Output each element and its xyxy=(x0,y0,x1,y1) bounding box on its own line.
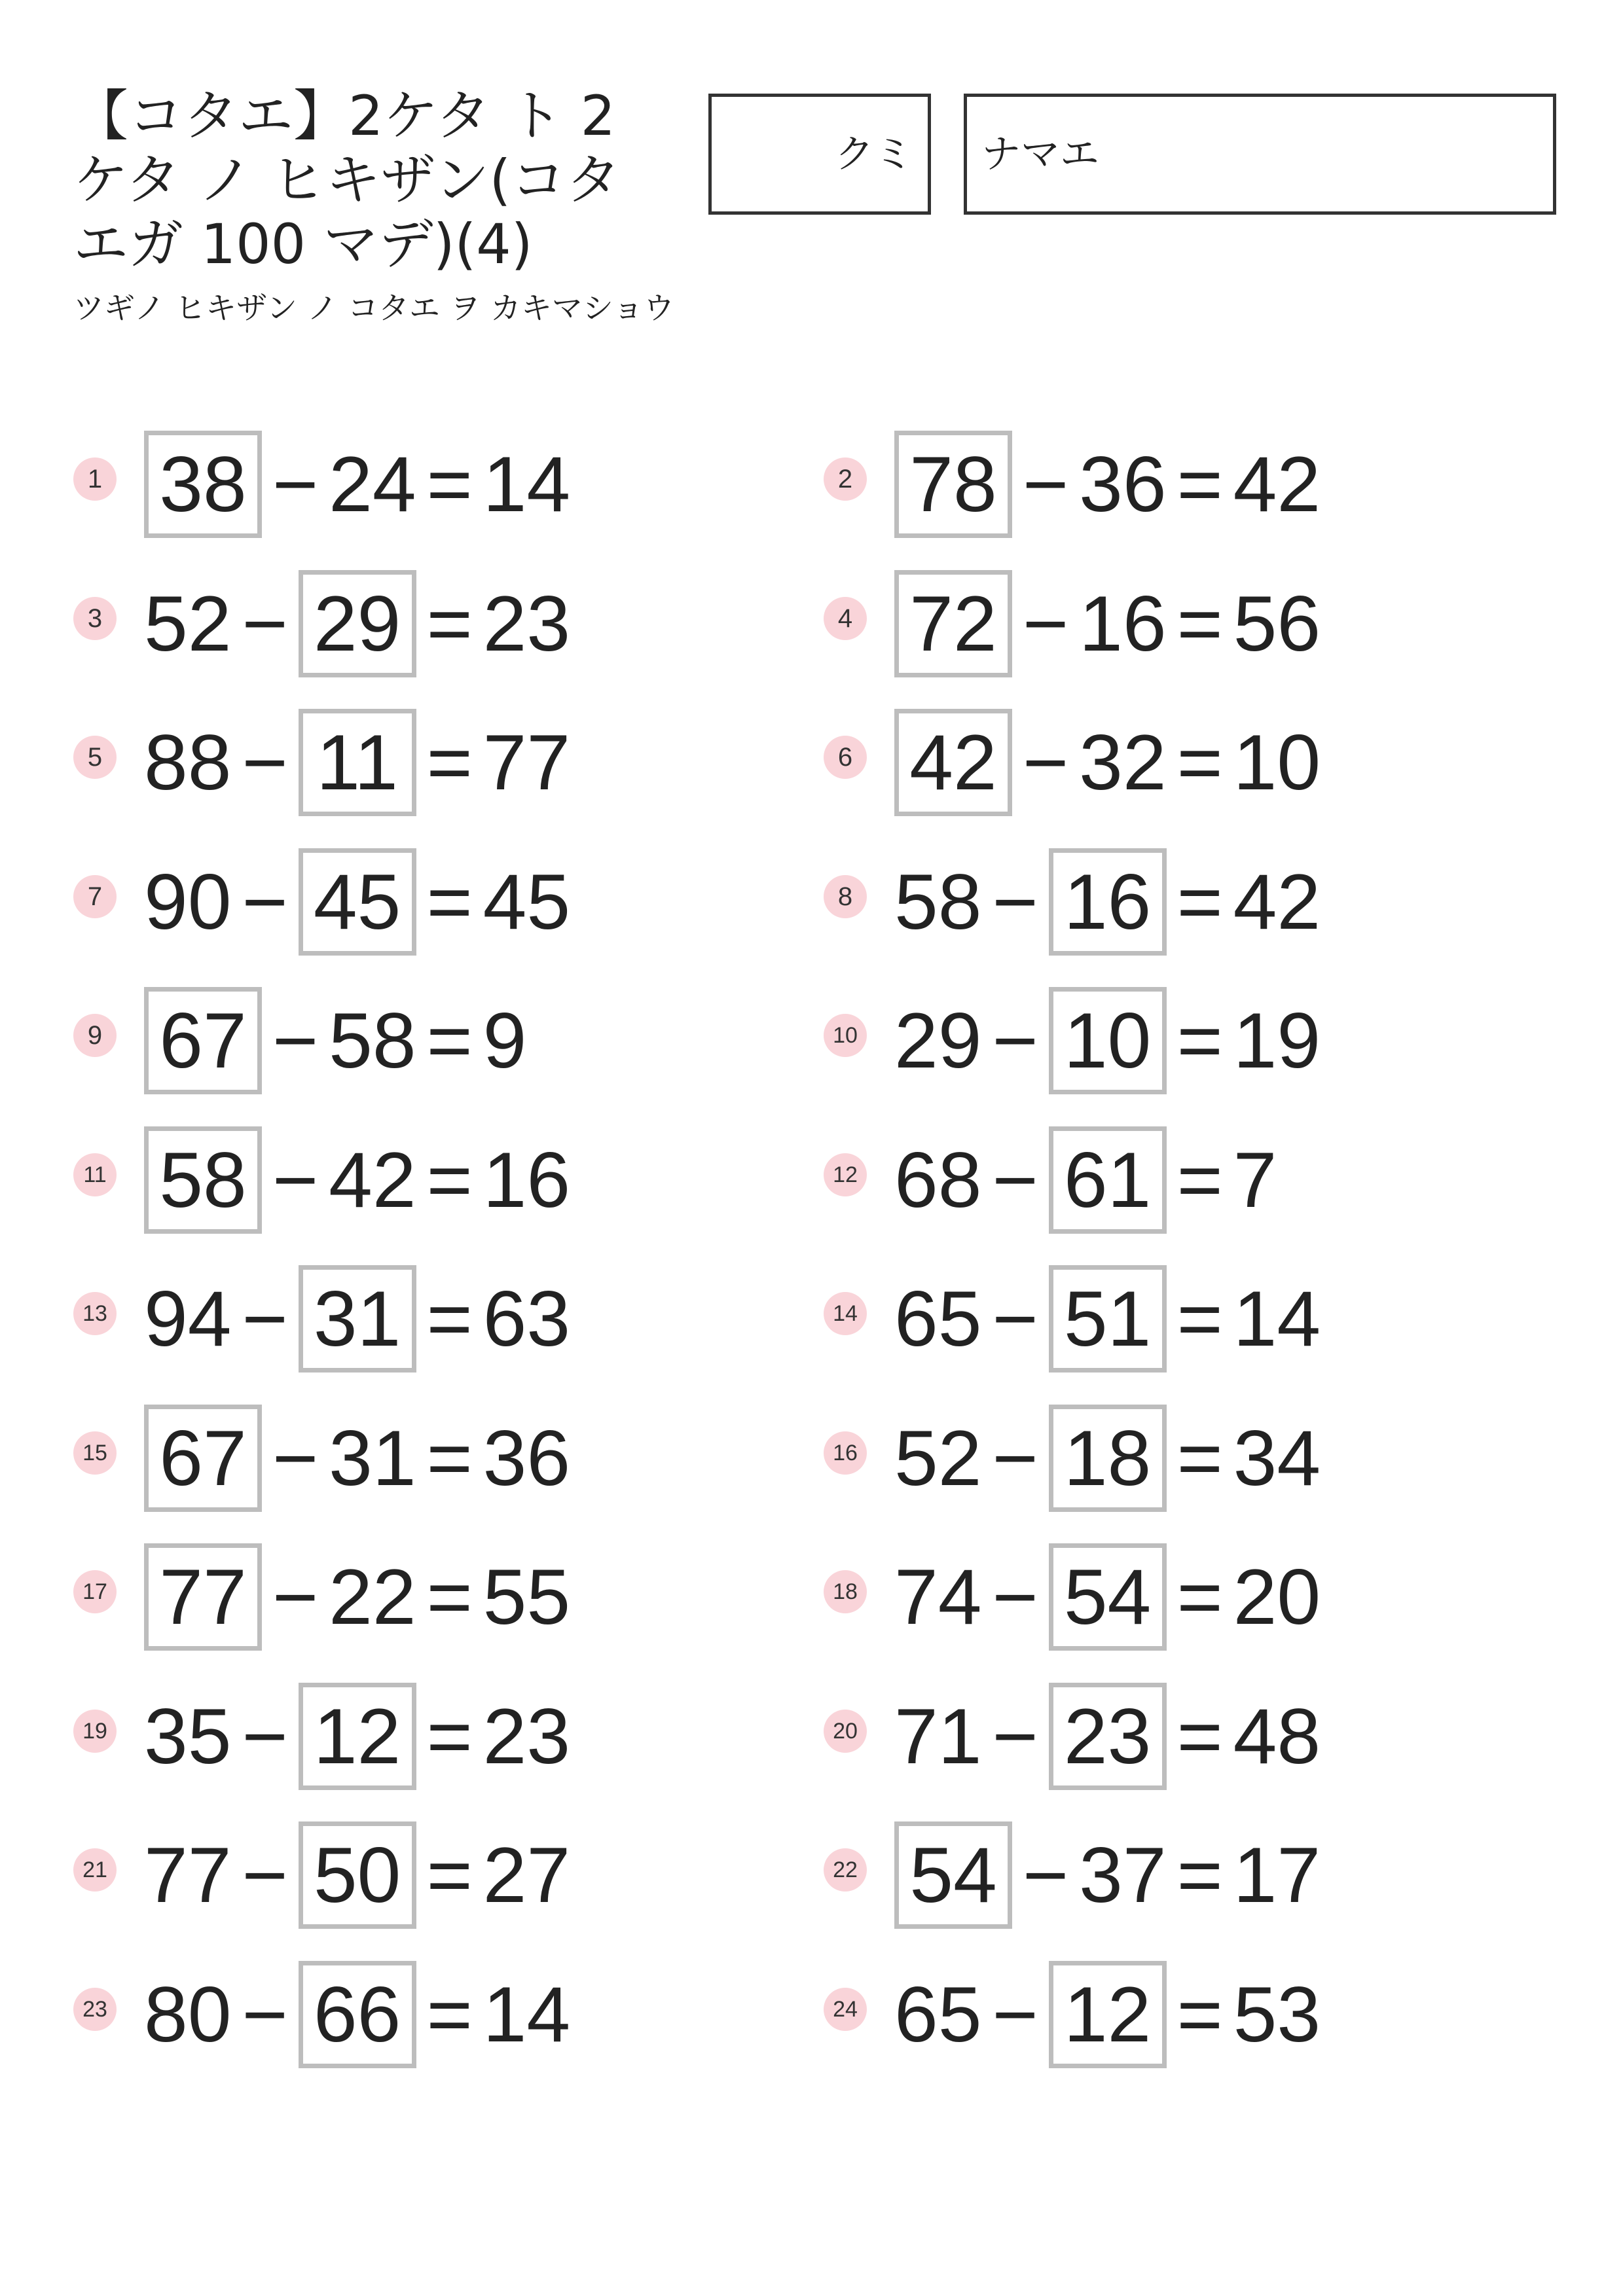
operand-value: 68 xyxy=(894,1136,982,1224)
answer-box[interactable] xyxy=(299,709,416,816)
result-value: 42 xyxy=(1233,857,1321,946)
problem-number-badge: 1 xyxy=(73,457,117,501)
answer-box[interactable] xyxy=(144,431,262,538)
result-value: 56 xyxy=(1233,579,1321,668)
answer-box[interactable] xyxy=(144,1405,262,1512)
equals-sign: = xyxy=(426,719,473,806)
problem-item xyxy=(73,1263,570,1374)
equals-sign: = xyxy=(1176,579,1223,668)
class-field[interactable] xyxy=(708,94,931,215)
minus-sign: − xyxy=(272,1553,319,1641)
answer-value: 11 xyxy=(316,719,398,806)
problem-number-badge: 19 xyxy=(73,1710,117,1753)
equals-sign: = xyxy=(1176,1970,1223,2058)
minus-sign: − xyxy=(242,719,288,806)
equals-sign: = xyxy=(426,440,473,528)
problem-item xyxy=(73,985,526,1096)
answer-value: 66 xyxy=(313,1970,401,2058)
operand-value: 42 xyxy=(329,1136,416,1224)
problem-item xyxy=(73,1820,570,1931)
minus-sign: − xyxy=(992,1136,1038,1224)
minus-sign: − xyxy=(242,579,288,668)
answer-box[interactable] xyxy=(299,1683,416,1790)
result-value: 19 xyxy=(1233,997,1321,1085)
problem-number-badge: 7 xyxy=(73,875,117,918)
problem-item xyxy=(824,568,1321,679)
result-value: 27 xyxy=(483,1831,571,1919)
answer-box[interactable] xyxy=(144,987,262,1094)
equals-sign: = xyxy=(1176,440,1223,528)
answer-box[interactable] xyxy=(1049,1683,1167,1790)
equals-sign: = xyxy=(1176,1831,1223,1919)
problem-number-badge: 23 xyxy=(73,1988,117,2031)
problem-number-badge: 24 xyxy=(824,1988,867,2031)
problem-item xyxy=(824,1820,1321,1931)
operand-value: 77 xyxy=(144,1831,232,1919)
answer-value: 23 xyxy=(1063,1692,1152,1780)
result-value: 14 xyxy=(483,1970,571,2058)
problem-number-badge: 13 xyxy=(73,1292,117,1335)
operand-value: 74 xyxy=(894,1553,982,1641)
answer-box[interactable] xyxy=(299,848,416,956)
problem-number-badge: 11 xyxy=(73,1153,117,1196)
result-value: 36 xyxy=(483,1414,571,1502)
operand-value: 31 xyxy=(329,1414,416,1502)
problem-item xyxy=(824,707,1321,818)
answer-value: 67 xyxy=(159,1414,247,1502)
problem-number-badge: 9 xyxy=(73,1014,117,1057)
minus-sign: − xyxy=(242,1831,288,1919)
minus-sign: − xyxy=(242,1275,288,1363)
answer-box[interactable] xyxy=(299,1821,416,1929)
problem-item xyxy=(73,1403,570,1514)
result-value: 23 xyxy=(483,579,571,668)
problem-number-badge: 22 xyxy=(824,1848,867,1892)
operand-value: 24 xyxy=(329,440,416,528)
problem-number-badge: 16 xyxy=(824,1431,867,1475)
result-value: 77 xyxy=(483,719,571,806)
answer-box[interactable] xyxy=(144,1543,262,1651)
minus-sign: − xyxy=(242,1692,288,1780)
answer-value: 67 xyxy=(159,997,247,1085)
equals-sign: = xyxy=(1176,1275,1223,1363)
answer-value: 12 xyxy=(1063,1970,1152,2058)
result-value: 14 xyxy=(1233,1275,1321,1363)
equals-sign: = xyxy=(426,1414,473,1502)
minus-sign: − xyxy=(272,997,319,1085)
minus-sign: − xyxy=(992,1275,1038,1363)
operand-value: 52 xyxy=(144,579,232,668)
answer-box[interactable] xyxy=(894,431,1012,538)
answer-box[interactable] xyxy=(1049,1961,1167,2068)
answer-box[interactable] xyxy=(1049,848,1167,956)
result-value: 55 xyxy=(483,1553,571,1641)
answer-value: 72 xyxy=(909,579,997,668)
class-label: クミ xyxy=(835,131,913,177)
problem-number-badge: 2 xyxy=(824,457,867,501)
minus-sign: − xyxy=(1023,579,1069,668)
minus-sign: − xyxy=(272,1414,319,1502)
answer-value: 18 xyxy=(1063,1414,1152,1502)
problem-number-badge: 3 xyxy=(73,597,117,640)
problem-item xyxy=(824,1681,1321,1792)
operand-value: 80 xyxy=(144,1970,232,2058)
name-label: ナマエ xyxy=(981,131,1099,177)
problem-number-badge: 20 xyxy=(824,1710,867,1753)
result-value: 34 xyxy=(1233,1414,1321,1502)
problem-item xyxy=(73,846,570,958)
minus-sign: − xyxy=(992,1553,1038,1641)
result-value: 63 xyxy=(483,1275,571,1363)
problem-number-badge: 12 xyxy=(824,1153,867,1196)
result-value: 10 xyxy=(1233,719,1321,806)
operand-value: 36 xyxy=(1079,440,1167,528)
problem-item xyxy=(824,846,1321,958)
result-value: 20 xyxy=(1233,1553,1321,1641)
operand-value: 94 xyxy=(144,1275,232,1363)
operand-value: 22 xyxy=(329,1553,416,1641)
equals-sign: = xyxy=(426,579,473,668)
problem-number-badge: 18 xyxy=(824,1570,867,1613)
answer-value: 38 xyxy=(159,440,247,528)
operand-value: 65 xyxy=(894,1970,982,2058)
equals-sign: = xyxy=(1176,719,1223,806)
page-title: 【コタエ】2ケタ ト 2ケタ ノ ヒキザン(コタエガ 100 マデ)(4) xyxy=(73,84,621,276)
operand-value: 35 xyxy=(144,1692,232,1780)
operand-value: 90 xyxy=(144,857,232,946)
result-value: 23 xyxy=(483,1692,571,1780)
result-value: 7 xyxy=(1233,1136,1277,1224)
result-value: 14 xyxy=(483,440,571,528)
equals-sign: = xyxy=(426,1553,473,1641)
operand-value: 37 xyxy=(1079,1831,1167,1919)
operand-value: 58 xyxy=(329,997,416,1085)
equals-sign: = xyxy=(426,1692,473,1780)
answer-box[interactable] xyxy=(894,709,1012,816)
problem-number-badge: 21 xyxy=(73,1848,117,1892)
equals-sign: = xyxy=(426,1275,473,1363)
problem-item xyxy=(73,707,570,818)
answer-value: 54 xyxy=(1063,1553,1152,1641)
problem-item xyxy=(824,985,1321,1096)
answer-value: 61 xyxy=(1063,1136,1152,1224)
problem-item xyxy=(73,568,570,679)
minus-sign: − xyxy=(272,1136,319,1224)
answer-box[interactable] xyxy=(1049,1265,1167,1372)
answer-value: 45 xyxy=(313,857,401,946)
problem-number-badge: 14 xyxy=(824,1292,867,1335)
problem-item xyxy=(824,429,1321,540)
problem-number-badge: 5 xyxy=(73,736,117,779)
answer-value: 16 xyxy=(1063,857,1152,946)
equals-sign: = xyxy=(1176,1692,1223,1780)
minus-sign: − xyxy=(1023,1831,1069,1919)
minus-sign: − xyxy=(1023,719,1069,806)
minus-sign: − xyxy=(242,1970,288,2058)
answer-value: 29 xyxy=(313,579,401,668)
operand-value: 65 xyxy=(894,1275,982,1363)
name-field[interactable] xyxy=(964,94,1556,215)
answer-value: 51 xyxy=(1063,1275,1152,1363)
answer-value: 78 xyxy=(909,440,997,528)
problem-number-badge: 6 xyxy=(824,736,867,779)
minus-sign: − xyxy=(242,857,288,946)
equals-sign: = xyxy=(426,997,473,1085)
answer-box[interactable] xyxy=(144,1126,262,1234)
answer-box[interactable] xyxy=(299,570,416,677)
problem-item xyxy=(824,1959,1321,2070)
instruction-text: ツギノ ヒキザン ノ コタエ ヲ カキマショウ xyxy=(73,291,674,327)
operand-value: 52 xyxy=(894,1414,982,1502)
answer-box[interactable] xyxy=(1049,1126,1167,1234)
problem-item xyxy=(824,1541,1321,1653)
equals-sign: = xyxy=(1176,1136,1223,1224)
problem-number-badge: 8 xyxy=(824,875,867,918)
minus-sign: − xyxy=(272,440,319,528)
answer-value: 10 xyxy=(1063,997,1152,1085)
operand-value: 32 xyxy=(1079,719,1167,806)
problem-number-badge: 17 xyxy=(73,1570,117,1613)
problem-item xyxy=(73,1124,570,1236)
answer-box[interactable] xyxy=(1049,1543,1167,1651)
minus-sign: − xyxy=(992,1414,1038,1502)
equals-sign: = xyxy=(1176,857,1223,946)
minus-sign: − xyxy=(992,1692,1038,1780)
problem-number-badge: 15 xyxy=(73,1431,117,1475)
answer-value: 54 xyxy=(909,1831,997,1919)
result-value: 9 xyxy=(483,997,527,1085)
answer-value: 12 xyxy=(313,1692,401,1780)
problem-item xyxy=(824,1263,1321,1374)
answer-value: 77 xyxy=(159,1553,247,1641)
answer-value: 31 xyxy=(313,1275,401,1363)
problem-item xyxy=(73,429,570,540)
operand-value: 29 xyxy=(894,997,982,1085)
equals-sign: = xyxy=(426,1831,473,1919)
answer-box[interactable] xyxy=(894,570,1012,677)
equals-sign: = xyxy=(426,857,473,946)
minus-sign: − xyxy=(1023,440,1069,528)
operand-value: 71 xyxy=(894,1692,982,1780)
result-value: 16 xyxy=(483,1136,571,1224)
problem-item xyxy=(73,1541,570,1653)
answer-value: 58 xyxy=(159,1136,247,1224)
operand-value: 88 xyxy=(144,719,232,806)
operand-value: 16 xyxy=(1079,579,1167,668)
answer-value: 42 xyxy=(909,719,997,806)
problem-item xyxy=(824,1403,1321,1514)
answer-value: 50 xyxy=(313,1831,401,1919)
operand-value: 58 xyxy=(894,857,982,946)
answer-box[interactable] xyxy=(1049,987,1167,1094)
answer-box[interactable] xyxy=(299,1265,416,1372)
result-value: 45 xyxy=(483,857,571,946)
answer-box[interactable] xyxy=(299,1961,416,2068)
equals-sign: = xyxy=(1176,1553,1223,1641)
result-value: 42 xyxy=(1233,440,1321,528)
problem-item xyxy=(73,1959,570,2070)
equals-sign: = xyxy=(426,1970,473,2058)
problem-item xyxy=(824,1124,1277,1236)
result-value: 48 xyxy=(1233,1692,1321,1780)
answer-box[interactable] xyxy=(894,1821,1012,1929)
minus-sign: − xyxy=(992,857,1038,946)
equals-sign: = xyxy=(1176,1414,1223,1502)
answer-box[interactable] xyxy=(1049,1405,1167,1512)
minus-sign: − xyxy=(992,997,1038,1085)
problem-item xyxy=(73,1681,570,1792)
equals-sign: = xyxy=(1176,997,1223,1085)
minus-sign: − xyxy=(992,1970,1038,2058)
equals-sign: = xyxy=(426,1136,473,1224)
problem-number-badge: 4 xyxy=(824,597,867,640)
problem-number-badge: 10 xyxy=(824,1014,867,1057)
result-value: 53 xyxy=(1233,1970,1321,2058)
result-value: 17 xyxy=(1233,1831,1321,1919)
